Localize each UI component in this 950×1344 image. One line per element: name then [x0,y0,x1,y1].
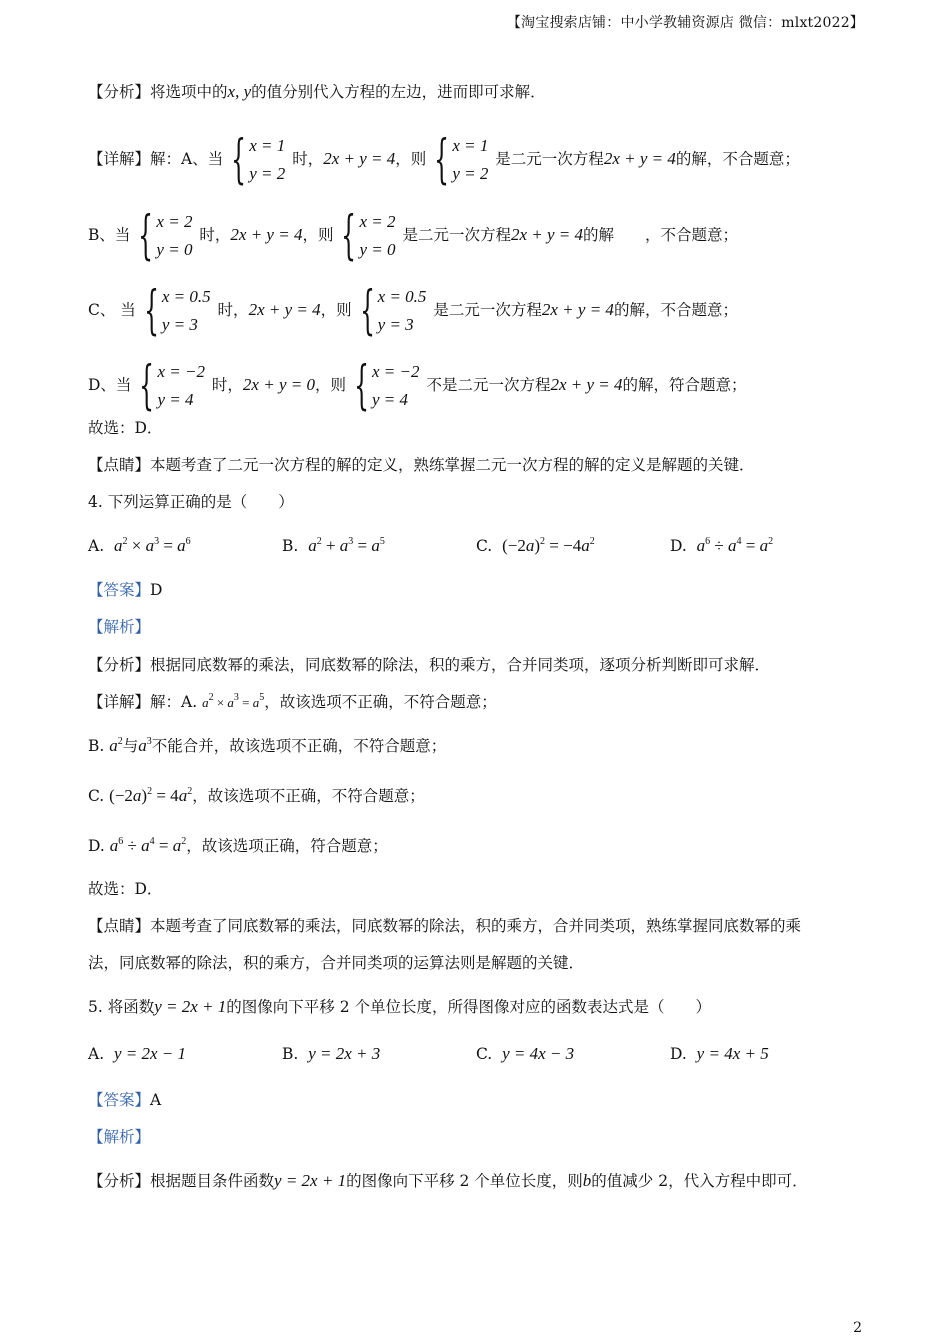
q5-analysis-head: 【解析】 [88,1128,151,1146]
q4-stem: 4. 下列运算正确的是（ ） [88,493,294,511]
q4-choose: 故选：D． [88,880,163,898]
q5-option-b: B. y = 2x + 3 [282,1044,381,1063]
q5-option-d: D. y = 4x + 5 [670,1044,769,1063]
q4-analysis-head: 【解析】 [88,618,151,636]
page-header: 【淘宝搜索店铺：中小学教辅资源店 微信：mlxt2022】 [506,15,864,31]
q4-option-d: D. $a^6 \div a^4 = a^2$ [670,536,774,555]
q4-option-a: A. $a^2 \times a^3 = a^6$ [88,536,191,555]
q4-analysis: 【分析】根据同底数幂的乘法，同底数幂的除法，积的乘方，合并同类项，逐项分析判断即可求解． [88,656,771,674]
q4-option-b: B. $a^2 + a^3 = a^5$ [282,536,385,555]
q5-analysis: 【分析】根据题目条件函数y = 2x + 1的图像向下平移 2 个单位长度，则b的值减少 2，代入方程中即可． [88,1171,808,1190]
q5-answer: 【答案】A [88,1091,162,1109]
q4-option-c: C. $(-2a)^2 = -4a^2$ [476,536,595,555]
q4-detail-d: D. $a^6 \div a^4 = a^2$，故该选项正确，符合题意； [88,836,388,855]
q3-detail-a: 【详解】解：A、当 { x = 1 y = 2 时，2x + y = 4，则 { x = 1 y = 2 是二元一次方程2x + y = 4的解，不合题意； [88,130,800,190]
q3-choose: 故选：D． [88,419,163,437]
page-number: 2 [853,1320,862,1336]
q3-option-c: C、 当 { x = 0.5 y = 3 时，2x + y = 4，则 { x = 0.5 y = 3 是二元一次方程2x + y = 4的解，不合题意； [88,281,738,341]
q4-answer: 【答案】D [88,581,163,599]
q3-option-d: D、当 { x = −2 y = 4 时，2x + y = 0，则 { x = −2 y = 4 不是二元一次方程2x + y = 4的解，符合题意； [88,356,747,416]
q4-detail-c: C. $(-2a)^2 = 4a^2$，故该选项不正确，不符合题意； [88,786,425,805]
q3-analysis: 【分析】将选项中的x, y的值分别代入方程的左边，进而即可求解． [88,82,546,101]
system-a-2: { x = 1 y = 2 [434,130,489,190]
q5-option-c: C. y = 4x − 3 [476,1044,575,1063]
q4-comment-2: 法，同底数幂的除法，积的乘方，合并同类项的运算法则是解题的关键． [88,954,585,972]
q4-detail-a: 【详解】解：A. $a^2 \times a^3 = a^5$，故该选项不正确，不符合题意； [88,692,497,711]
system-a-1: { x = 1 y = 2 [231,130,286,190]
q4-comment-1: 【点睛】本题考查了同底数幂的乘法，同底数幂的除法，积的乘方，合并同类项，熟练掌握同底数幂的乘 [88,917,802,935]
q3-comment: 【点睛】本题考查了二元一次方程的解的定义，熟练掌握二元一次方程的解的定义是解题的关键． [88,456,755,474]
q3-option-b: B、当 { x = 2 y = 0 时，2x + y = 4，则 { x = 2 y = 0 是二元一次方程2x + y = 4的解 ，不合题意； [88,206,739,266]
q5-stem: 5. 将函数y = 2x + 1的图像向下平移 2 个单位长度，所得图像对应的函数表达式是（ ） [88,997,711,1016]
q4-detail-b: B. $a^2$与$a^3$不能合并，故该选项不正确，不符合题意； [88,736,447,755]
q5-option-a: A. y = 2x − 1 [88,1044,187,1063]
